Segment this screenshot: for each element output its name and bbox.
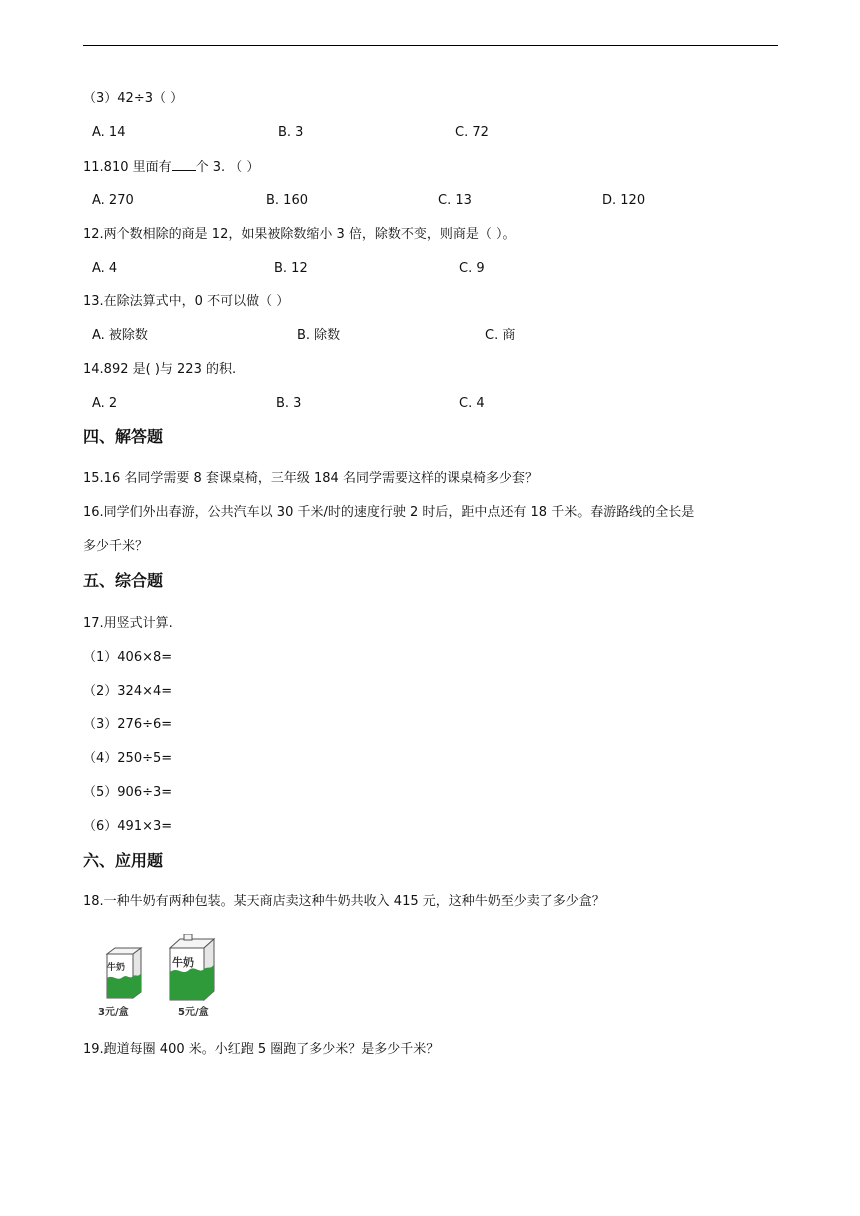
question-17-item: （5）906÷3= <box>83 785 173 800</box>
option-b[interactable]: B. 3 <box>276 396 302 411</box>
question-11-stem-after: 个 3. （ ） <box>195 160 260 175</box>
question-14-options <box>92 395 792 413</box>
question-12-options <box>92 260 792 278</box>
option-d[interactable]: D. 120 <box>602 193 646 208</box>
large-box-label: 牛奶 <box>172 956 194 969</box>
option-c[interactable]: C. 4 <box>459 396 485 411</box>
question-17-item: （2）324×4= <box>83 684 173 699</box>
option-b[interactable]: B. 12 <box>274 261 308 276</box>
option-b[interactable]: B. 160 <box>266 193 308 208</box>
option-c[interactable]: C. 13 <box>438 193 472 208</box>
option-a[interactable]: A. 270 <box>92 193 134 208</box>
header-rule <box>83 45 778 46</box>
option-a[interactable]: A. 被除数 <box>92 328 148 343</box>
question-10-3-options <box>92 124 792 142</box>
question-16-line-2: 多少千米？ <box>83 539 149 554</box>
option-c[interactable]: C. 72 <box>455 125 489 140</box>
question-17-item: （4）250÷5= <box>83 751 173 766</box>
question-14-stem: 14.892 是( )与 223 的积. <box>83 362 237 377</box>
question-17-item: （1）406×8= <box>83 650 173 665</box>
question-11-options <box>92 192 792 210</box>
option-b[interactable]: B. 除数 <box>297 328 341 343</box>
question-17-stem: 17.用竖式计算. <box>83 616 173 631</box>
question-17-item: （6）491×3= <box>83 819 173 834</box>
question-19: 19.跑道每圈 400 米。小红跑 5 圈跑了多少米？是多少千米？ <box>83 1042 440 1057</box>
small-box-label: 牛奶 <box>107 963 126 973</box>
answer-blank[interactable] <box>172 158 196 171</box>
section-heading: 六、应用题 <box>83 851 164 870</box>
question-16-line-1: 16.同学们外出春游，公共汽车以 30 千米/时的速度行驶 2 时后，距中点还有 18 千米。春游路线的全长是 <box>83 505 695 520</box>
question-17-item: （3）276÷6= <box>83 717 173 732</box>
section-heading: 四、解答题 <box>83 427 164 446</box>
small-box-price: 3元/盒 <box>98 1007 129 1018</box>
question-13-options <box>92 327 792 345</box>
section-heading: 五、综合题 <box>83 571 164 590</box>
question-10-3-stem: （3）42÷3（ ） <box>83 91 184 106</box>
question-11-stem-before: 11.810 里面有 <box>83 160 172 175</box>
question-12-stem: 12.两个数相除的商是 12，如果被除数缩小 3 倍，除数不变，则商是（ ）。 <box>83 227 516 242</box>
option-a[interactable]: A. 4 <box>92 261 118 276</box>
option-c[interactable]: C. 9 <box>459 261 485 276</box>
question-18: 18.一种牛奶有两种包装。某天商店卖这种牛奶共收入 415 元，这种牛奶至少卖了多少盒？ <box>83 894 605 909</box>
option-a[interactable]: A. 2 <box>92 396 118 411</box>
question-11-stem <box>83 158 259 177</box>
question-15: 15.16 名同学需要 8 套课桌椅，三年级 184 名同学需要这样的课桌椅多少套？ <box>83 471 538 486</box>
question-13-stem: 13.在除法算式中，0 不可以做（ ） <box>83 294 290 309</box>
large-box-price: 5元/盒 <box>178 1007 209 1018</box>
option-a[interactable]: A. 14 <box>92 125 126 140</box>
option-c[interactable]: C. 商 <box>485 328 516 343</box>
option-b[interactable]: B. 3 <box>278 125 304 140</box>
